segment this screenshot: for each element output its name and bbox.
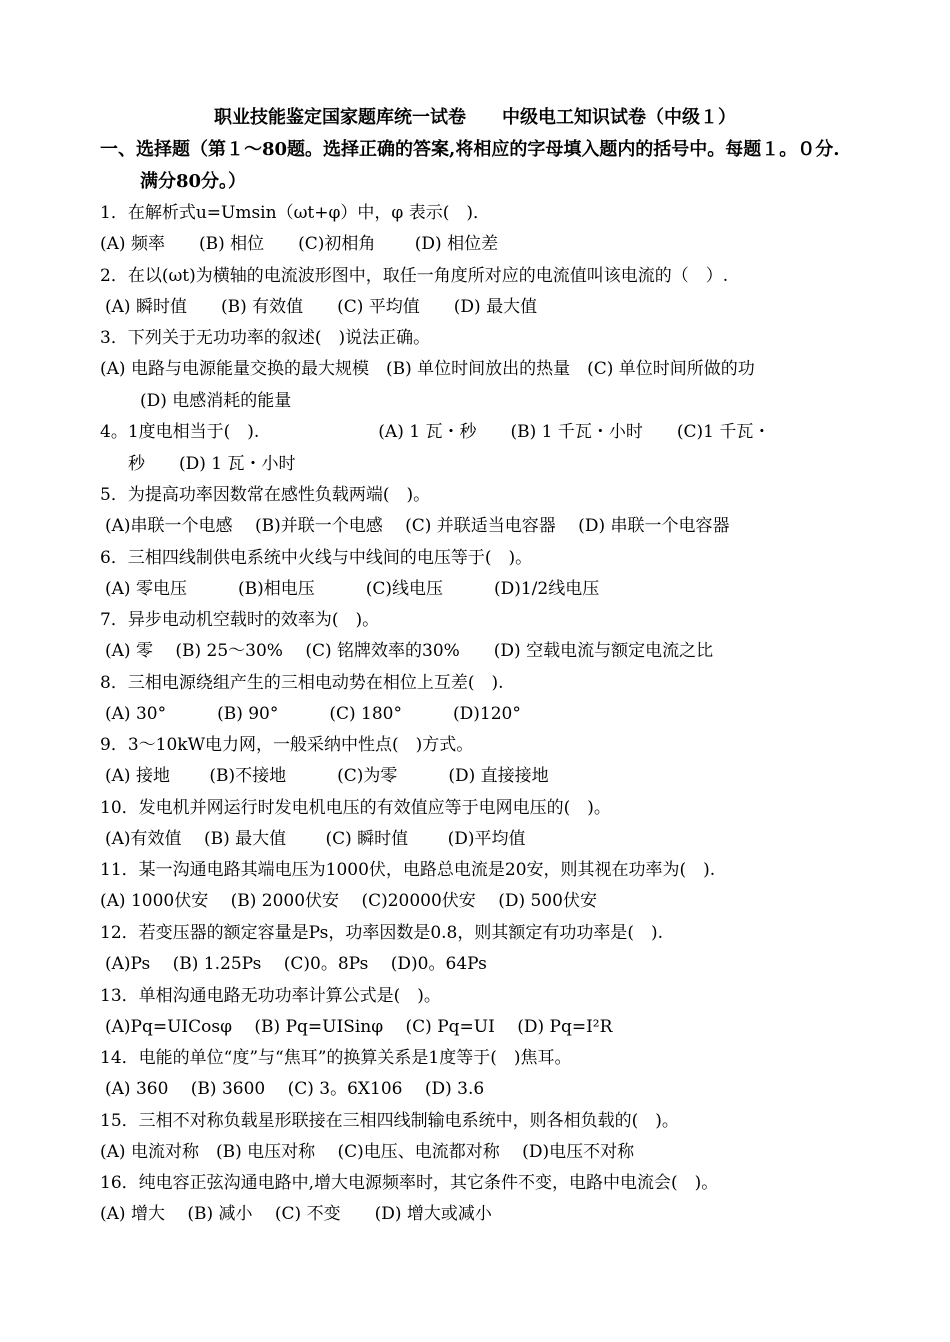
question-4: 4。1度电相当于( ). (A) 1 瓦・秒 (B) 1 千瓦・小时 (C)1 千瓦・ bbox=[100, 422, 771, 442]
options-14: (A) 360 (B) 3600 (C) 3。6X106 (D) 3.6 bbox=[105, 1079, 485, 1099]
options-10: (A)有效值 (B) 最大值 (C) 瞬时值 (D)平均值 bbox=[105, 829, 526, 849]
question-14: 14．电能的单位“度”与“焦耳”的换算关系是1度等于( )焦耳。 bbox=[100, 1048, 572, 1068]
question-11: 11．某一沟通电路其端电压为1000伏，电路总电流是20安，则其视在功率为( ). bbox=[100, 860, 716, 880]
options-5: (A)串联一个电感 (B)并联一个电感 (C) 并联适当电容器 (D) 串联一个电容器 bbox=[105, 516, 730, 536]
question-2: 2．在以(ωt)为横轴的电流波形图中，取任一角度所对应的电流值叫该电流的（ ）. bbox=[100, 266, 729, 286]
page-title: 职业技能鉴定国家题库统一试卷 中级电工知识试卷（中级１） bbox=[214, 107, 736, 128]
options-3-cont: (D) 电感消耗的能量 bbox=[140, 391, 292, 411]
question-5: 5．为提高功率因数常在感性负载两端( )。 bbox=[100, 485, 431, 505]
question-13: 13．单相沟通电路无功功率计算公式是( )。 bbox=[100, 986, 441, 1006]
options-7: (A) 零 (B) 25～30% (C) 铭牌效率的30% (D) 空载电流与额定电流之比 bbox=[105, 641, 714, 661]
section-heading bbox=[100, 134, 890, 198]
question-10: 10．发电机并网运行时发电机电压的有效值应等于电网电压的( )。 bbox=[100, 798, 611, 818]
options-13: (A)Pq=UICosφ (B) Pq=UISinφ (C) Pq=UI (D) Pq=I²R bbox=[105, 1017, 613, 1037]
options-6: (A) 零电压 (B)相电压 (C)线电压 (D)1/2线电压 bbox=[105, 579, 600, 599]
options-11: (A) 1000伏安 (B) 2000伏安 (C)20000伏安 (D) 500伏安 bbox=[100, 891, 597, 911]
question-1: 1．在解析式u=Umsin（ωt+φ）中，φ 表示( )． bbox=[100, 203, 490, 223]
options-1: (A) 频率 (B) 相位 (C)初相角 (D) 相位差 bbox=[100, 234, 499, 254]
question-8: 8．三相电源绕组产生的三相电动势在相位上互差( ). bbox=[100, 673, 504, 693]
options-15: (A) 电流对称 (B) 电压对称 (C)电压、电流都对称 (D)电压不对称 bbox=[100, 1142, 635, 1162]
question-12: 12．若变压器的额定容量是Ps，功率因数是0.8，则其额定有功功率是( ). bbox=[100, 923, 664, 943]
options-3: (A) 电路与电源能量交换的最大规模 (B) 单位时间放出的热量 (C) 单位时间所做的功 bbox=[100, 359, 755, 379]
question-9: 9．3～10kW电力网，一般采纳中性点( )方式。 bbox=[100, 735, 474, 755]
question-16: 16．纯电容正弦沟通电路中,增大电源频率时，其它条件不变，电路中电流会( )。 bbox=[100, 1173, 719, 1193]
options-2: (A) 瞬时值 (B) 有效值 (C) 平均值 (D) 最大值 bbox=[105, 297, 538, 317]
question-6: 6．三相四线制供电系统中火线与中线间的电压等于( )。 bbox=[100, 548, 533, 568]
options-16: (A) 增大 (B) 减小 (C) 不变 (D) 增大或减小 bbox=[100, 1204, 492, 1224]
question-3: 3．下列关于无功功率的叙述( )说法正确。 bbox=[100, 328, 431, 348]
question-15: 15．三相不对称负载星形联接在三相四线制输电系统中，则各相负载的( )。 bbox=[100, 1111, 679, 1131]
question-7: 7．异步电动机空载时的效率为( )。 bbox=[100, 610, 380, 630]
options-4-cont: 秒 (D) 1 瓦・小时 bbox=[128, 454, 296, 474]
section-heading-line1: 一、选择题（第１～80题。选择正确的答案,将相应的字母填入题内的括号中。每题１。０分. bbox=[100, 139, 840, 160]
section-heading-line2: 满分80分。） bbox=[140, 171, 247, 192]
options-8: (A) 30° (B) 90° (C) 180° (D)120° bbox=[105, 704, 521, 724]
options-9: (A) 接地 (B)不接地 (C)为零 (D) 直接接地 bbox=[105, 766, 549, 786]
options-12: (A)Ps (B) 1.25Ps (C)0。8Ps (D)0。64Ps bbox=[105, 954, 487, 974]
